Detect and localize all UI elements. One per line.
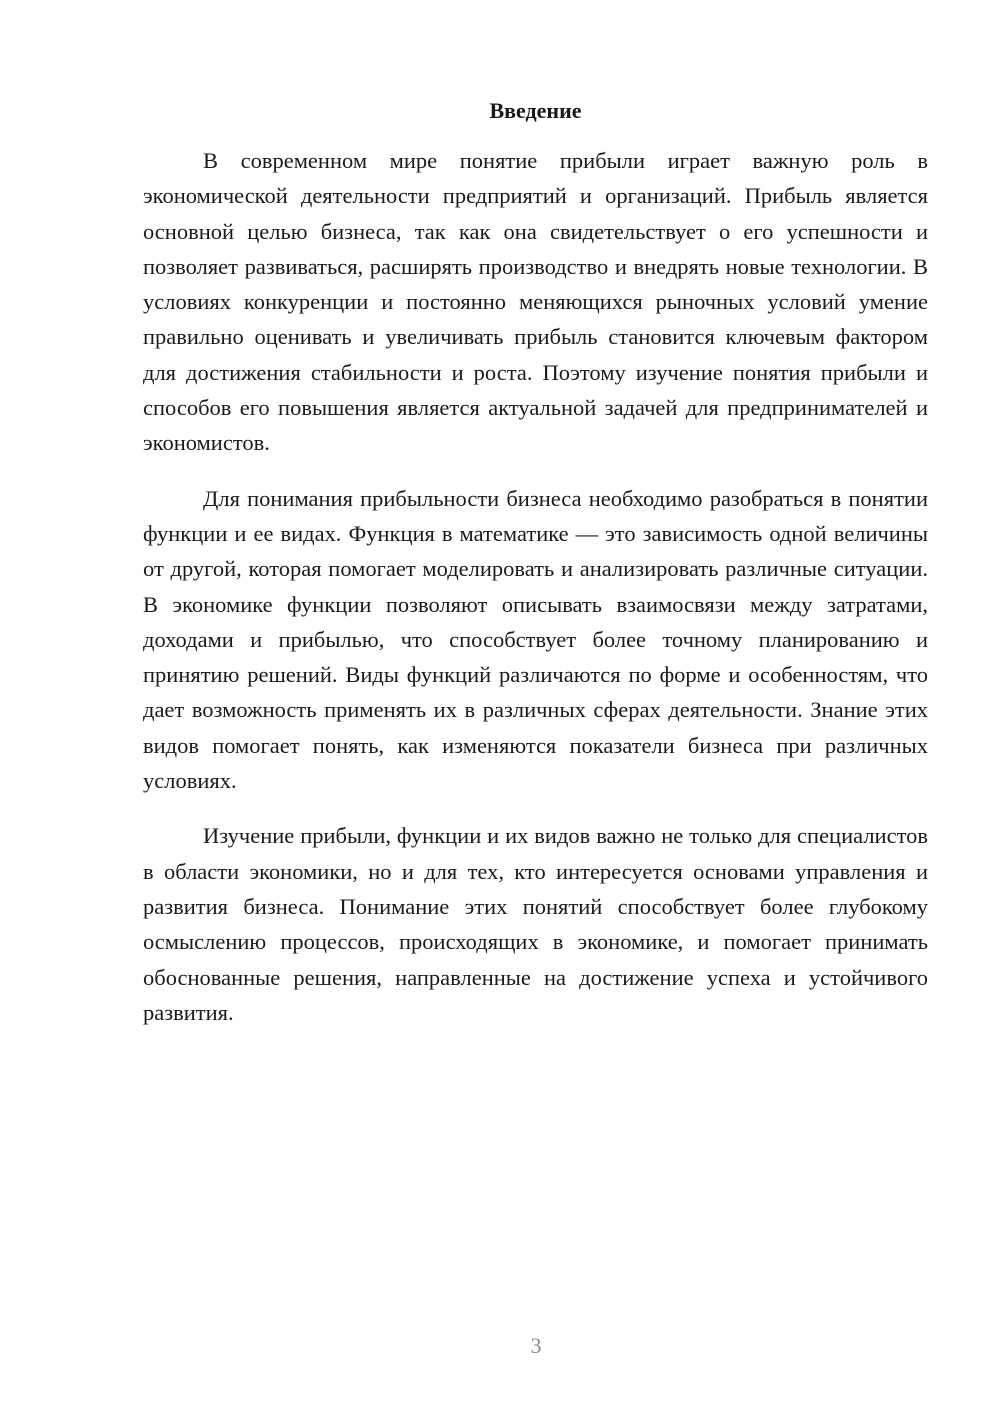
- page-number: 3: [530, 1333, 542, 1358]
- section-title: Введение: [489, 98, 582, 123]
- paragraph-3: Изучение прибыли, функции и их видов важно не только для специалистов в области экономики, но и для тех, кто интересуется основами управления и развития бизнеса. Понимание этих понятий способствует более глубокому осмыслению процессов, происходящих в экономике, и помогает принимать обоснованные решения, направленные на достижение успеха и устойчивого развития.: [143, 823, 928, 1025]
- body-text: [143, 143, 928, 1050]
- paragraph-1: В современном мире понятие прибыли играет важную роль в экономической деятельности предприятий и организаций. Прибыль является основной целью бизнеса, так как она свидетельствует о его успешности и позволяет развиваться, расширять производство и внедрять новые технологии. В условиях конкуренции и постоянно меняющихся рыночных условий умение правильно оценивать и увеличивать прибыль становится ключевым фактором для достижения стабильности и роста. Поэтому изучение понятия прибыли и способов его повышения является актуальной задачей для предпринимателей и экономистов.: [143, 148, 928, 456]
- paragraph-2: Для понимания прибыльности бизнеса необходимо разобраться в понятии функции и ее видах. Функция в математике — это зависимость одной величины от другой, которая помогает моделировать и анализировать различные ситуации. В экономике функции позволяют описывать взаимосвязи между затратами, доходами и прибылью, что способствует более точному планированию и принятию решений. Виды функций различаются по форме и особенностям, что дает возможность применять их в различных сферах деятельности. Знание этих видов помогает понять, как изменяются показатели бизнеса при различных условиях.: [143, 485, 928, 794]
